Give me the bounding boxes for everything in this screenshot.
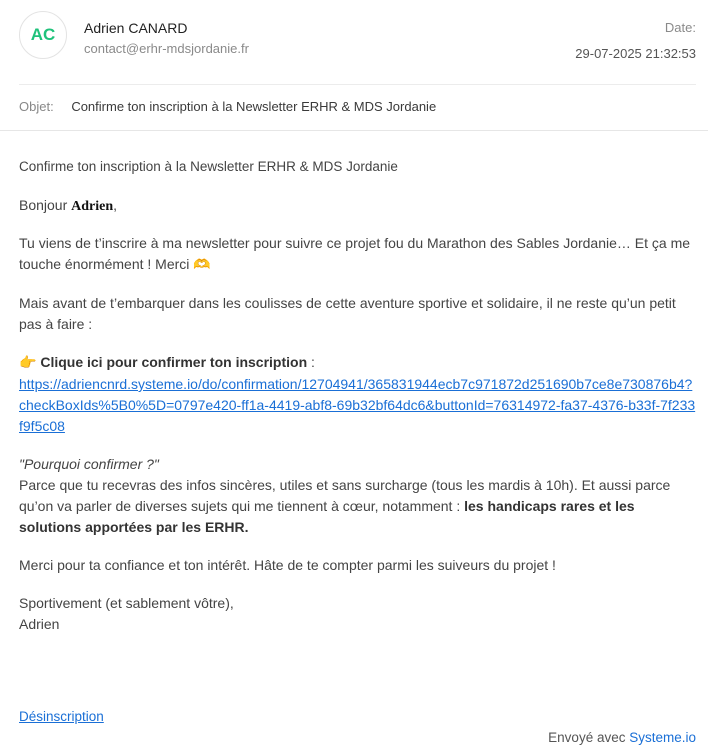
confirm-colon: :	[307, 354, 315, 370]
subject-divider	[0, 130, 708, 131]
confirm-label: Clique ici pour confirmer ton inscription	[40, 354, 308, 370]
paragraph-thanks-signup	[19, 233, 699, 276]
why-text: Parce que tu recevras des infos sincères, utiles et sans surcharge (tous les mardis à 10h). Et aussi parce qu’on va parler de diverses sujets qui me tiennent à cœur, notamment :	[19, 477, 671, 514]
signoff-line: Sportivement (et sablement vôtre),	[19, 595, 234, 611]
greeting-name: Adrien	[71, 199, 114, 214]
paragraph-next-step: Mais avant de t’embarquer dans les coulisses de cette aventure sportive et solidaire, il ne reste qu’un petit pas à faire :	[19, 295, 676, 332]
greeting	[19, 195, 699, 217]
confirm-block	[19, 352, 699, 437]
paragraph-thanks-text: Tu viens de t’inscrire à ma newsletter pour suivre ce projet fou du Marathon des Sables Jordanie… Et ça me touche énormément ! Merci	[19, 235, 691, 272]
sender-email: contact@erhr-mdsjordanie.fr	[84, 41, 249, 56]
confirm-link[interactable]: https://adriencnrd.systeme.io/do/confirmation/12704941/365831944ecb7c971872d251690b7ce8e730876b4?checkBoxIds%5B0%5D=0797e420-ff1a-4419-abf8-69b32bf64dc6&buttonId=76314972-fa37-4376-b33f-7f233f9f5c08	[19, 376, 696, 434]
unsubscribe-link[interactable]: Désinscription	[19, 709, 104, 724]
paragraph-gratitude: Merci pour ta confiance et ton intérêt. Hâte de te compter parmi les suiveurs du projet !	[19, 557, 556, 573]
subject-row	[19, 99, 436, 114]
pointing-hand-icon: 👉	[19, 355, 37, 371]
subject-value: Confirme ton inscription à la Newsletter ERHR & MDS Jordanie	[71, 99, 437, 114]
subject-label: Objet:	[19, 99, 54, 114]
sent-with-text: Envoyé avec	[548, 730, 630, 745]
sender-avatar: AC	[19, 11, 67, 59]
body-intro: Confirme ton inscription à la Newsletter ERHR & MDS Jordanie	[19, 159, 398, 174]
greeting-prefix: Bonjour	[19, 197, 72, 213]
header-divider	[19, 84, 696, 85]
why-confirm-block	[19, 454, 699, 538]
email-header	[0, 0, 708, 84]
why-title: "Pourquoi confirmer ?"	[19, 456, 159, 472]
date-label: Date:	[664, 20, 696, 35]
greeting-suffix: ,	[113, 197, 118, 213]
email-body	[19, 156, 699, 635]
systeme-io-link[interactable]: Systeme.io	[629, 730, 696, 745]
signoff	[19, 593, 699, 635]
date-value: 29-07-2025 21:32:53	[575, 46, 696, 61]
heart-hands-icon: 🫶	[193, 257, 211, 273]
why-bold: les handicaps rares et les solutions apportées par les ERHR.	[19, 498, 635, 535]
signature: Adrien	[19, 616, 60, 632]
sender-name: Adrien CANARD	[84, 20, 188, 36]
sent-with	[548, 730, 696, 745]
